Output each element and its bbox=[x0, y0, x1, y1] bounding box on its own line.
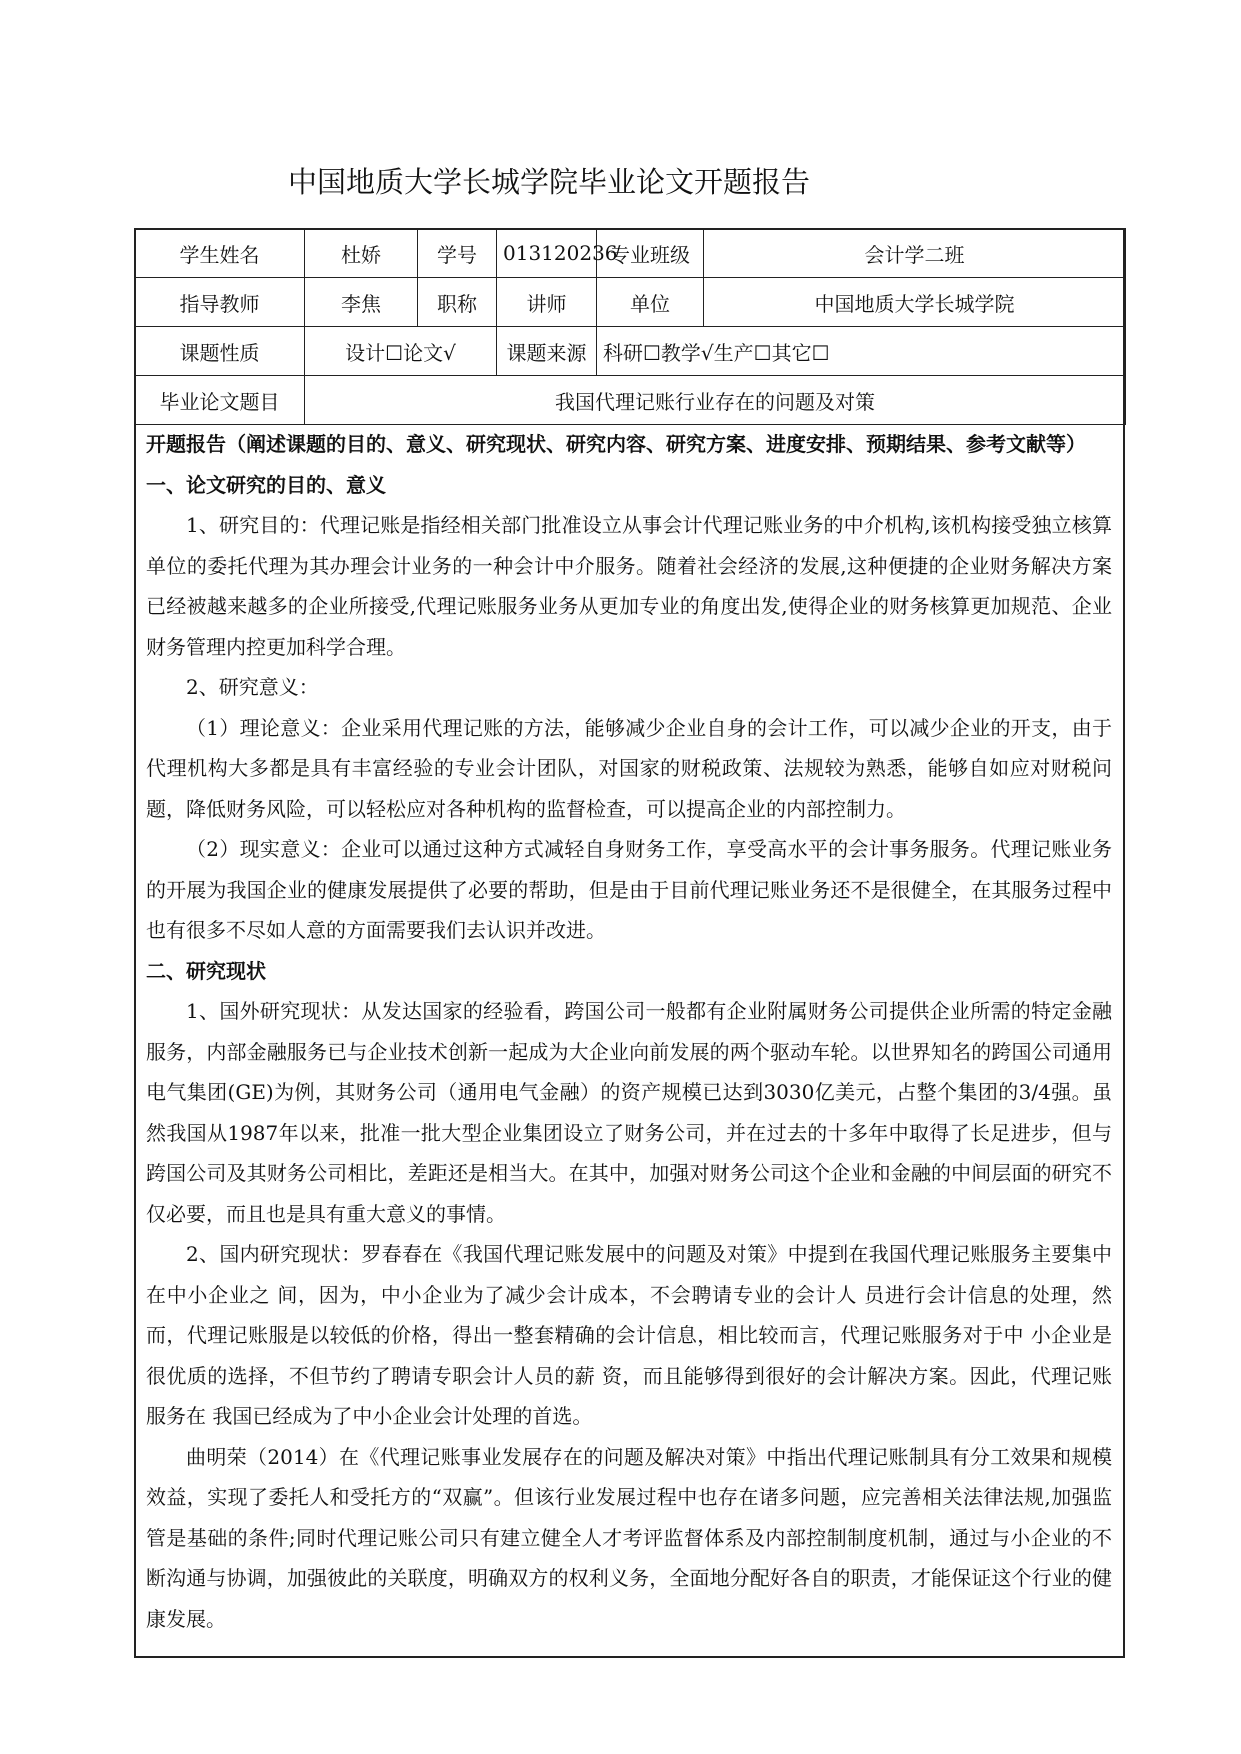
student-id-label: 学号 bbox=[418, 229, 497, 278]
table-row bbox=[135, 278, 1126, 327]
major-class-value: 会计学二班 bbox=[704, 229, 1126, 278]
section-title-status: 二、研究现状 bbox=[146, 958, 266, 983]
paragraph-theoretical-significance: （1）理论意义：企业采用代理记账的方法，能够减少企业自身的会计工作，可以减少企业的开支，由于代理机构大多都是具有丰富经验的专业会计团队，对国家的财税政策、法规较为熟悉，能够自如应对财税问题，降低财务风险，可以轻松应对各种机构的监督检查，可以提高企业的内部控制力。 bbox=[146, 715, 1112, 821]
paragraph-practical-significance: （2）现实意义：企业可以通过这种方式减轻自身财务工作，享受高水平的会计事务服务。代理记账业务的开展为我国企业的健康发展提供了必要的帮助，但是由于目前代理记账业务还不是很健全，在其服务过程中也有很多不尽如人意的方面需要我们去认识并改进。 bbox=[146, 837, 1112, 942]
advisor-value: 李焦 bbox=[305, 278, 418, 327]
unit-value: 中国地质大学长城学院 bbox=[704, 278, 1126, 327]
paragraph-research-significance: 2、研究意义： bbox=[186, 675, 319, 699]
paragraph-domestic-status: 2、国内研究现状：罗春春在《我国代理记账发展中的问题及对策》中提到在我国代理记账服务主要集中在中小企业之 间，因为，中小企业为了减少会计成本，不会聘请专业的会计人 员进行会计信息的处理，然而，代理记账服是以较低的价格，得出一整套精确的会计信息，相比较而言，代理记账服务对于中 小企业是很优质的选择，不但节约了聘请专职会计人员的薪 资，而且能够得到很好的会计解决方案。因此，代理记账服务在 我国已经成为了中小企业会计处理的首选。 bbox=[146, 1242, 1112, 1428]
table-row bbox=[135, 327, 1126, 376]
report-heading: 开题报告（阐述课题的目的、意义、研究现状、研究内容、研究方案、进度安排、预期结果、参考文献等） bbox=[146, 432, 1086, 456]
topic-type-value: 设计☐论文√ bbox=[305, 327, 497, 376]
page-title-text: 中国地质大学长城学院毕业论文开题报告 bbox=[288, 165, 811, 199]
student-name-label: 学生姓名 bbox=[135, 229, 305, 278]
paragraph-research-purpose: 1、研究目的：代理记账是指经相关部门批准设立从事会计代理记账业务的中介机构,该机构接受独立核算单位的委托代理为其办理会计业务的一种会计中介服务。随着社会经济的发展,这种便捷的企业财务解决方案已经被越来越多的企业所接受,代理记账服务业务从更加专业的角度出发,使得企业的财务核算更加规范、企业财务管理内控更加科学合理。 bbox=[146, 513, 1112, 659]
paragraph-foreign-status: 1、国外研究现状：从发达国家的经验看，跨国公司一般都有企业附属财务公司提供企业所需的特定金融服务，内部金融服务已与企业技术创新一起成为大企业向前发展的两个驱动车轮。以世界知名的跨国公司通用电气集团(GE)为例，其财务公司（通用电气金融）的资产规模已达到3030亿美元，占整个集团的3/4强。虽然我国从1987年以来，批准一批大型企业集团设立了财务公司，并在过去的十多年中取得了长足进步，但与跨国公司及其财务公司相比，差距还是相当大。在其中，加强对财务公司这个企业和金融的中间层面的研究不仅必要，而且也是具有重大意义的事情。 bbox=[146, 999, 1112, 1226]
job-title-label: 职称 bbox=[418, 278, 497, 327]
job-title-value: 讲师 bbox=[497, 278, 597, 327]
section-title-purpose: 一、论文研究的目的、意义 bbox=[146, 472, 386, 497]
advisor-label: 指导教师 bbox=[135, 278, 305, 327]
topic-type-label: 课题性质 bbox=[135, 327, 305, 376]
table-row bbox=[135, 229, 1126, 278]
student-info-table bbox=[134, 228, 1126, 425]
page-title bbox=[0, 160, 1241, 200]
thesis-title-value: 我国代理记账行业存在的问题及对策 bbox=[305, 376, 1126, 425]
report-body bbox=[146, 424, 1112, 1639]
student-id-value: 013120236 bbox=[497, 229, 597, 278]
topic-source-label: 课题来源 bbox=[497, 327, 597, 376]
thesis-title-label: 毕业论文题目 bbox=[135, 376, 305, 425]
table-row bbox=[135, 376, 1126, 425]
major-class-label: 专业班级 bbox=[597, 229, 704, 278]
unit-label: 单位 bbox=[597, 278, 704, 327]
topic-source-value: 科研☐教学√生产☐其它☐ bbox=[597, 327, 1126, 376]
paragraph-qu-mingrong: 曲明荣（2014）在《代理记账事业发展存在的问题及解决对策》中指出代理记账制具有分工效果和规模效益，实现了委托人和受托方的“双赢”。但该行业发展过程中也存在诸多问题，应完善相关法律法规,加强监管是基础的条件;同时代理记账公司只有建立健全人才考评监督体系及内部控制制度机制，通过与小企业的不断沟通与协调，加强彼此的关联度，明确双方的权利义务，全面地分配好各自的职责，才能保证这个行业的健康发展。 bbox=[146, 1444, 1112, 1631]
student-name-value: 杜娇 bbox=[305, 229, 418, 278]
